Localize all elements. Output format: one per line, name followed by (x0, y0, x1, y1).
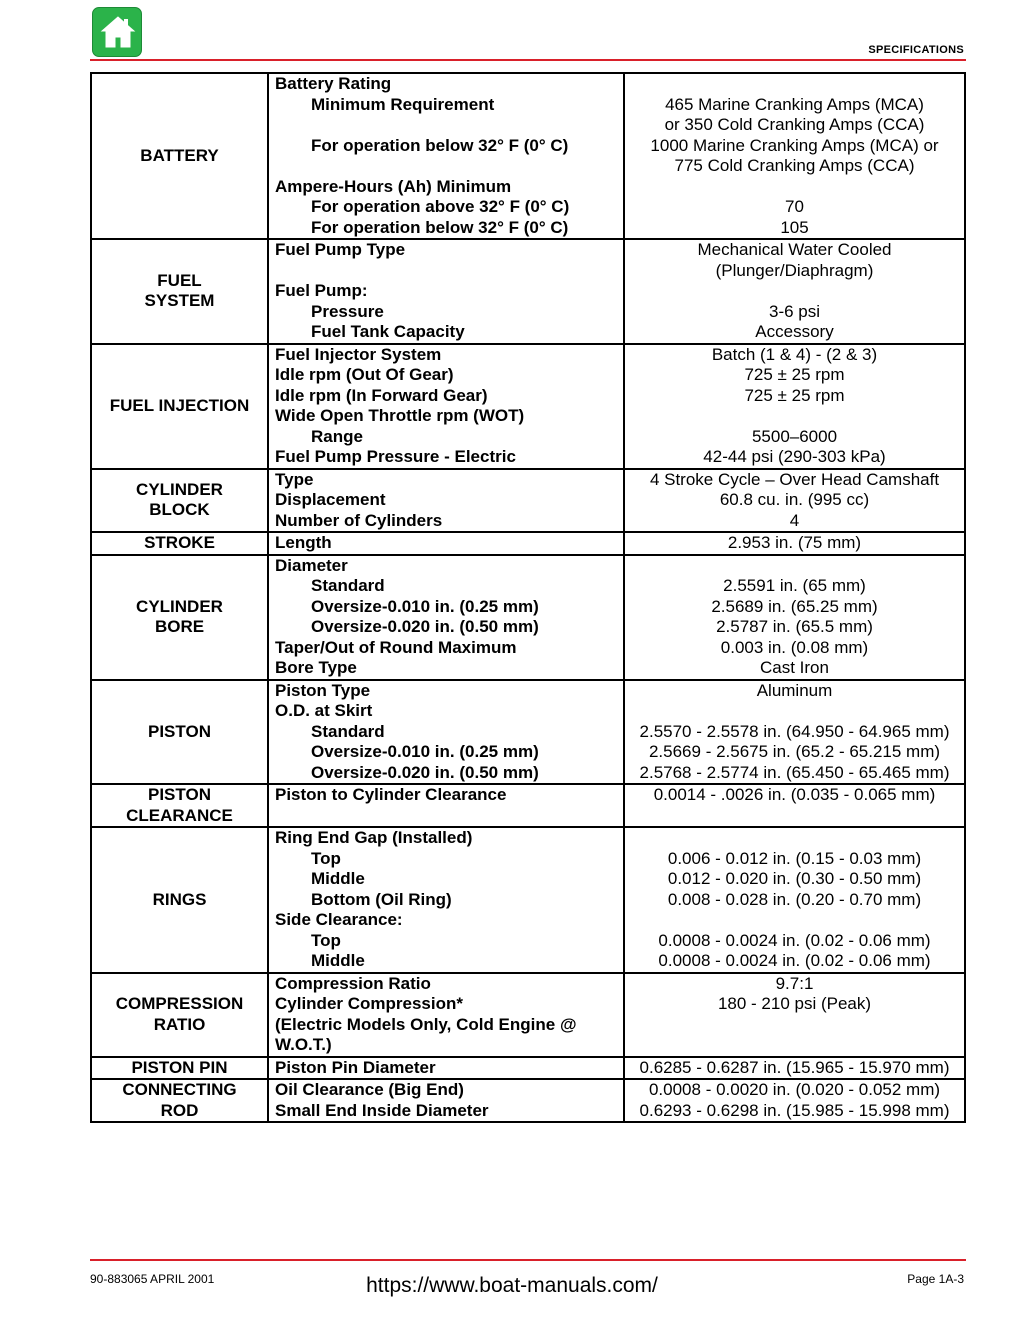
table-row (91, 239, 965, 344)
spec-value: 465 Marine Cranking Amps (MCA) (665, 94, 924, 114)
table-row (91, 1079, 965, 1122)
spec-values-cell (624, 73, 965, 239)
spec-value: 725 ± 25 rpm (744, 385, 845, 405)
spec-value: or 350 Cold Cranking Amps (CCA) (664, 115, 925, 134)
spec-item: Piston Pin Diameter (275, 1057, 436, 1077)
category-label: FUEL INJECTION (109, 395, 250, 415)
spec-items-cell (268, 344, 624, 469)
spec-items-cell (268, 73, 624, 239)
category-cell (91, 1079, 268, 1122)
spec-item: Idle rpm (In Forward Gear) (275, 385, 488, 405)
spec-values-cell (624, 1057, 965, 1080)
section-title: SPECIFICATIONS (868, 44, 964, 56)
spec-item: Standard (311, 576, 385, 595)
footer-url[interactable]: https://www.boat-manuals.com/ (366, 1274, 658, 1297)
spec-value: 0.0008 - 0.0024 in. (0.02 - 0.06 mm) (658, 930, 931, 950)
spec-item: Piston to Cylinder Clearance (275, 785, 507, 804)
spec-item: Length (275, 533, 332, 552)
spec-items-cell (268, 532, 624, 555)
spec-value (625, 910, 964, 931)
document-number: 90-883065 APRIL 2001 (90, 1272, 215, 1286)
spec-value: 4 Stroke Cycle – Over Head Camshaft (649, 469, 940, 489)
spec-value (625, 74, 964, 95)
table-row (91, 784, 965, 827)
spec-item: Oil Clearance (Big End) (275, 1080, 464, 1099)
home-button[interactable] (92, 7, 142, 57)
spec-values-cell (624, 555, 965, 680)
category-cell (91, 973, 268, 1057)
spec-value (625, 701, 964, 722)
spec-value: Accessory (755, 322, 834, 341)
spec-values-cell (624, 239, 965, 344)
spec-items-cell (268, 784, 624, 827)
category-label: CONNECTING (122, 1080, 237, 1099)
spec-item: Ampere-Hours (Ah) Minimum (275, 176, 512, 196)
spec-values-cell (624, 1079, 965, 1122)
spec-item: Idle rpm (Out Of Gear) (275, 365, 454, 384)
spec-items-cell (268, 1057, 624, 1080)
spec-value: 0.012 - 0.020 in. (0.30 - 0.50 mm) (667, 869, 922, 888)
spec-item: Cylinder Compression* (275, 994, 463, 1013)
spec-item: Bottom (Oil Ring) (311, 889, 452, 909)
category-label: SYSTEM (144, 291, 215, 311)
spec-value: 4 (789, 510, 800, 530)
spec-value: 3-6 psi (768, 301, 821, 321)
category-label: PISTON PIN (131, 1057, 228, 1077)
spec-value: 2.5669 - 2.5675 in. (65.2 - 65.215 mm) (648, 742, 941, 761)
spec-value: 0.0008 - 0.0020 in. (0.020 - 0.052 mm) (648, 1080, 941, 1099)
spec-value: 0.0014 - .0026 in. (0.035 - 0.065 mm) (653, 785, 936, 804)
category-cell (91, 555, 268, 680)
spec-item: Ring End Gap (Installed) (275, 828, 473, 847)
spec-value (625, 406, 964, 427)
spec-items-cell (268, 827, 624, 973)
category-cell (91, 73, 268, 239)
spec-value: 0.6293 - 0.6298 in. (15.985 - 15.998 mm) (639, 1100, 950, 1120)
header-rule (90, 59, 966, 61)
category-cell (91, 239, 268, 344)
spec-item: O.D. at Skirt (275, 701, 373, 720)
spec-value: 0.0008 - 0.0024 in. (0.02 - 0.06 mm) (658, 951, 931, 970)
spec-value: 2.5591 in. (65 mm) (723, 576, 866, 595)
spec-item: Diameter (275, 555, 348, 575)
spec-item: Top (311, 930, 341, 950)
spec-item: Taper/Out of Round Maximum (275, 637, 517, 657)
spec-item: Oversize-0.010 in. (0.25 mm) (311, 596, 539, 616)
spec-item: Fuel Pump: (275, 281, 368, 300)
category-label: RATIO (153, 1014, 206, 1034)
spec-item: Small End Inside Diameter (275, 1100, 489, 1120)
spec-item (275, 806, 623, 827)
spec-item: Pressure (311, 301, 384, 321)
category-cell (91, 1057, 268, 1080)
category-label: ROD (160, 1100, 199, 1120)
category-cell (91, 784, 268, 827)
spec-values-cell (624, 532, 965, 555)
spec-item: Middle (311, 869, 365, 888)
spec-item: Fuel Pump Type (275, 240, 406, 259)
spec-value (625, 281, 964, 302)
category-cell (91, 469, 268, 533)
spec-item: Side Clearance: (275, 910, 403, 929)
spec-item: Displacement (275, 490, 386, 509)
category-label: CYLINDER (136, 479, 223, 499)
spec-item: Oversize-0.010 in. (0.25 mm) (311, 742, 539, 761)
spec-item: Range (311, 426, 363, 446)
spec-values-cell (624, 827, 965, 973)
spec-values-cell (624, 973, 965, 1057)
spec-value: 2.5768 - 2.5774 in. (65.450 - 65.465 mm) (639, 762, 950, 782)
spec-value: 2.5787 in. (65.5 mm) (716, 617, 873, 636)
spec-value: 0.003 in. (0.08 mm) (720, 637, 869, 657)
spec-value: 60.8 cu. in. (995 cc) (719, 490, 870, 509)
spec-value: Mechanical Water Cooled (697, 240, 892, 259)
table-row (91, 1057, 965, 1080)
category-label: PISTON (148, 785, 211, 804)
spec-item: Standard (311, 721, 385, 741)
spec-value: Cast Iron (760, 658, 829, 677)
spec-value: Aluminum (756, 680, 833, 700)
spec-value (625, 177, 964, 198)
spec-value: 2.953 in. (75 mm) (727, 533, 862, 552)
table-row (91, 973, 965, 1057)
spec-value: Batch (1 & 4) - (2 & 3) (711, 344, 878, 364)
spec-value (625, 556, 964, 577)
spec-item: Middle (311, 951, 365, 970)
spec-items-cell (268, 469, 624, 533)
spec-item: For operation below 32° F (0° C) (311, 217, 569, 237)
home-icon (99, 13, 137, 51)
spec-items-cell (268, 239, 624, 344)
spec-item: Battery Rating (275, 74, 392, 93)
table-row (91, 827, 965, 973)
spec-value: 1000 Marine Cranking Amps (MCA) or (650, 135, 939, 155)
table-row (91, 680, 965, 785)
spec-value: 0.6285 - 0.6287 in. (15.965 - 15.970 mm) (639, 1057, 950, 1077)
category-label: FUEL (157, 270, 202, 290)
spec-values-cell (624, 680, 965, 785)
category-label: STROKE (144, 533, 215, 552)
spec-item: Bore Type (275, 658, 357, 677)
footer-rule (90, 1259, 966, 1261)
spec-value (625, 828, 964, 849)
category-label: BLOCK (149, 500, 210, 520)
category-cell (91, 532, 268, 555)
spec-item: Number of Cylinders (275, 510, 443, 530)
spec-item: Minimum Requirement (311, 94, 495, 114)
category-cell (91, 827, 268, 973)
spec-value: 2.5689 in. (65.25 mm) (711, 596, 878, 616)
spec-value: (Plunger/Diaphragm) (715, 260, 874, 280)
category-label: CYLINDER (136, 596, 223, 616)
table-row (91, 73, 965, 239)
spec-item: Wide Open Throttle rpm (WOT) (275, 406, 525, 425)
spec-item: Fuel Injector System (275, 344, 442, 364)
spec-value (625, 806, 964, 827)
spec-item: Fuel Pump Pressure - Electric (275, 447, 516, 466)
spec-value: 105 (780, 217, 809, 237)
spec-value: 2.5570 - 2.5578 in. (64.950 - 64.965 mm) (639, 721, 950, 741)
spec-value: 725 ± 25 rpm (744, 365, 845, 384)
spec-value: 42-44 psi (290-303 kPa) (703, 447, 886, 466)
spec-item: (Electric Models Only, Cold Engine @ W.O.T.) (275, 1014, 577, 1054)
category-cell (91, 680, 268, 785)
spec-value: 180 - 210 psi (Peak) (717, 994, 872, 1013)
spec-item: Top (311, 848, 341, 868)
category-label: RINGS (152, 889, 207, 909)
spec-item (275, 261, 623, 282)
page-number: Page 1A-3 (907, 1272, 964, 1286)
spec-item: Compression Ratio (275, 973, 431, 993)
specifications-table (90, 72, 966, 1123)
spec-value: 9.7:1 (775, 973, 814, 993)
spec-value: 70 (785, 197, 804, 216)
category-cell (91, 344, 268, 469)
spec-values-cell (624, 469, 965, 533)
table-row (91, 469, 965, 533)
spec-item (275, 156, 623, 177)
spec-item: For operation above 32° F (0° C) (311, 197, 570, 216)
spec-item: For operation below 32° F (0° C) (311, 135, 569, 155)
category-label: COMPRESSION (115, 994, 244, 1013)
category-label: CLEARANCE (126, 805, 233, 825)
spec-values-cell (624, 344, 965, 469)
spec-items-cell (268, 1079, 624, 1122)
spec-items-cell (268, 680, 624, 785)
spec-item: Type (275, 469, 314, 489)
spec-items-cell (268, 973, 624, 1057)
spec-item: Fuel Tank Capacity (311, 322, 465, 341)
spec-item: Oversize-0.020 in. (0.50 mm) (311, 617, 539, 636)
table-row (91, 555, 965, 680)
spec-items-cell (268, 555, 624, 680)
spec-value: 5500–6000 (751, 426, 838, 446)
spec-item: Oversize-0.020 in. (0.50 mm) (311, 762, 539, 782)
category-label: BATTERY (140, 145, 219, 165)
table-row (91, 344, 965, 469)
spec-item (275, 115, 623, 136)
table-row (91, 532, 965, 555)
spec-item: Piston Type (275, 680, 371, 700)
category-label: BORE (154, 617, 205, 636)
category-label: PISTON (148, 721, 211, 741)
spec-values-cell (624, 784, 965, 827)
spec-value: 0.006 - 0.012 in. (0.15 - 0.03 mm) (667, 848, 922, 868)
spec-value: 775 Cold Cranking Amps (CCA) (674, 156, 915, 175)
spec-value: 0.008 - 0.028 in. (0.20 - 0.70 mm) (667, 889, 922, 909)
